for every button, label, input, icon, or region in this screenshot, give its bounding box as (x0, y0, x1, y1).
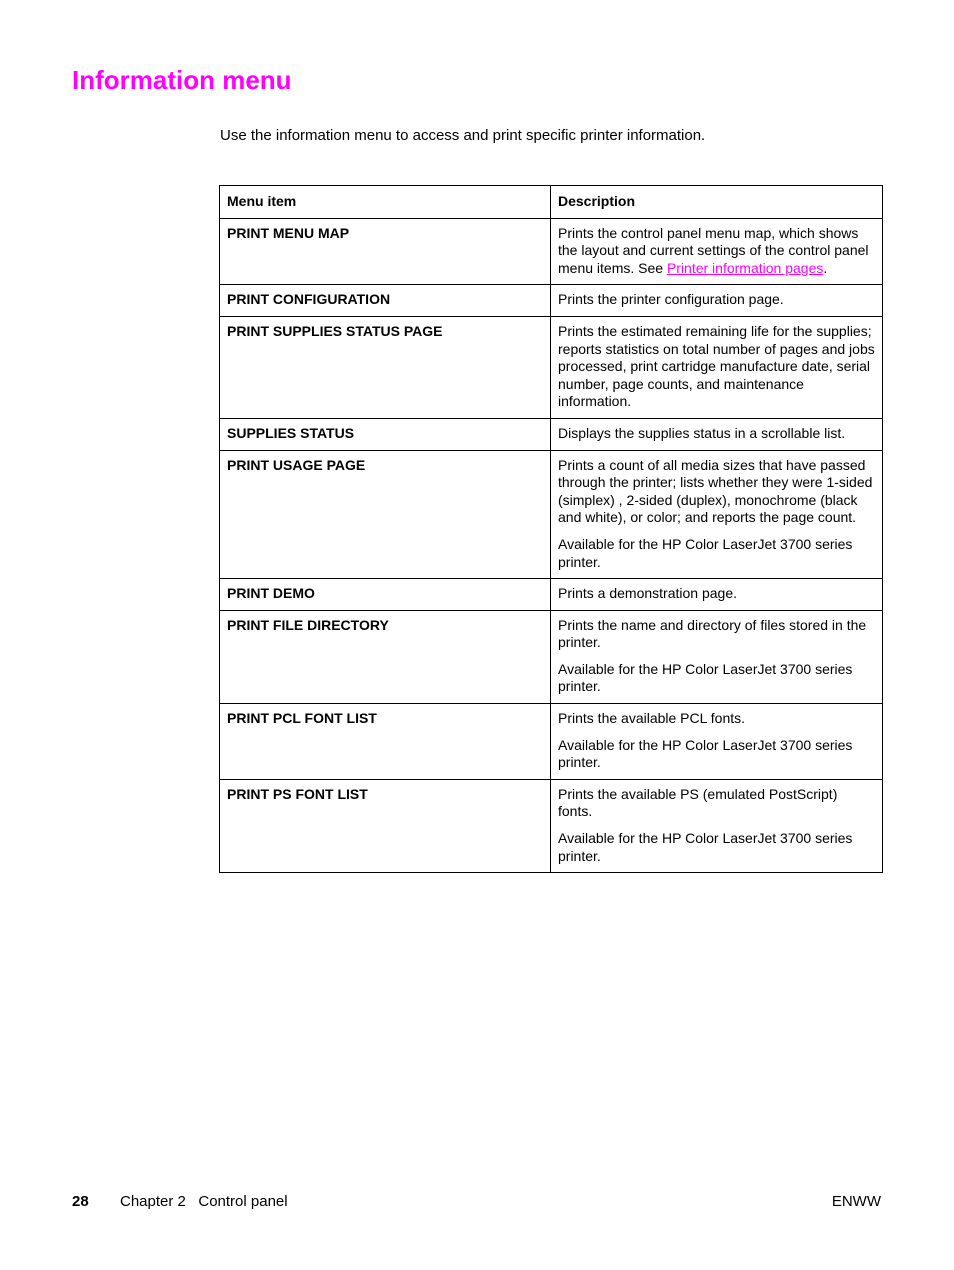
table-row (220, 285, 883, 317)
table-row (220, 218, 883, 285)
table-row (220, 610, 883, 703)
menu-item-description (551, 418, 883, 450)
menu-item-description (551, 579, 883, 611)
table-row (220, 450, 883, 579)
printer-information-pages-link[interactable]: Printer information pages (666, 259, 824, 276)
menu-item-description (551, 450, 883, 579)
description-paragraph (558, 225, 875, 278)
availability-note: Available for the HP Color LaserJet 3700 series printer. (558, 535, 853, 570)
description-paragraph: Prints the printer configuration page. (558, 291, 784, 308)
description-paragraph: Displays the supplies status in a scrollable list. (558, 424, 846, 441)
footer-document-code: ENWW (831, 1193, 881, 1210)
menu-item-description (551, 218, 883, 285)
menu-item-name: PRINT PCL FONT LIST (220, 704, 551, 780)
menu-item-name: PRINT CONFIGURATION (220, 285, 551, 317)
page-title: Information menu (72, 65, 292, 95)
menu-item-description (551, 285, 883, 317)
column-header-menu-item: Menu item (220, 186, 551, 219)
footer-page-number: 28 (72, 1193, 89, 1210)
table-row (220, 418, 883, 450)
column-header-description: Description (551, 186, 883, 219)
table-header-row (220, 186, 883, 219)
menu-item-description (551, 779, 883, 872)
table-row (220, 704, 883, 780)
description-paragraph: Prints a count of all media sizes that have passed through the printer; lists whether they were 1-sided (simplex) , 2-sided (duplex), monochrome (black and white), or color; and reports the page count. (558, 456, 873, 526)
availability-note: Available for the HP Color LaserJet 3700 series printer. (558, 736, 853, 771)
menu-item-name: SUPPLIES STATUS (220, 418, 551, 450)
intro-paragraph: Use the information menu to access and print specific printer information. (220, 127, 706, 144)
description-paragraph: Prints the available PS (emulated PostScript) fonts. (558, 785, 838, 820)
menu-item-description (551, 704, 883, 780)
footer-chapter-title: Chapter 2 Control panel (120, 1193, 288, 1210)
menu-item-name: PRINT MENU MAP (220, 218, 551, 285)
description-paragraph: Prints the name and directory of files stored in the printer. (558, 616, 867, 651)
description-paragraph: Prints the estimated remaining life for the supplies; reports statistics on total number of pages and jobs processed, print cartridge manufacture date, serial number, page counts, and maintenance information. (558, 322, 875, 410)
availability-note: Available for the HP Color LaserJet 3700 series printer. (558, 830, 853, 864)
menu-item-description (551, 610, 883, 703)
menu-item-name: PRINT SUPPLIES STATUS PAGE (220, 316, 551, 418)
table-row (220, 579, 883, 611)
description-paragraph: Prints a demonstration page. (558, 585, 737, 602)
menu-item-name: PRINT DEMO (220, 579, 551, 611)
table-row (220, 316, 883, 418)
menu-item-description (551, 316, 883, 418)
availability-note: Available for the HP Color LaserJet 3700 series printer. (558, 660, 853, 695)
menu-item-name: PRINT PS FONT LIST (220, 779, 551, 872)
menu-item-name: PRINT USAGE PAGE (220, 450, 551, 579)
table-row (220, 779, 883, 872)
information-menu-table (219, 185, 883, 873)
description-text-end: . (823, 259, 828, 276)
menu-item-name: PRINT FILE DIRECTORY (220, 610, 551, 703)
description-paragraph: Prints the available PCL fonts. (558, 710, 746, 727)
description-text: Prints the control panel menu map, which shows the layout and current settings of the control panel menu items. See (558, 224, 869, 276)
